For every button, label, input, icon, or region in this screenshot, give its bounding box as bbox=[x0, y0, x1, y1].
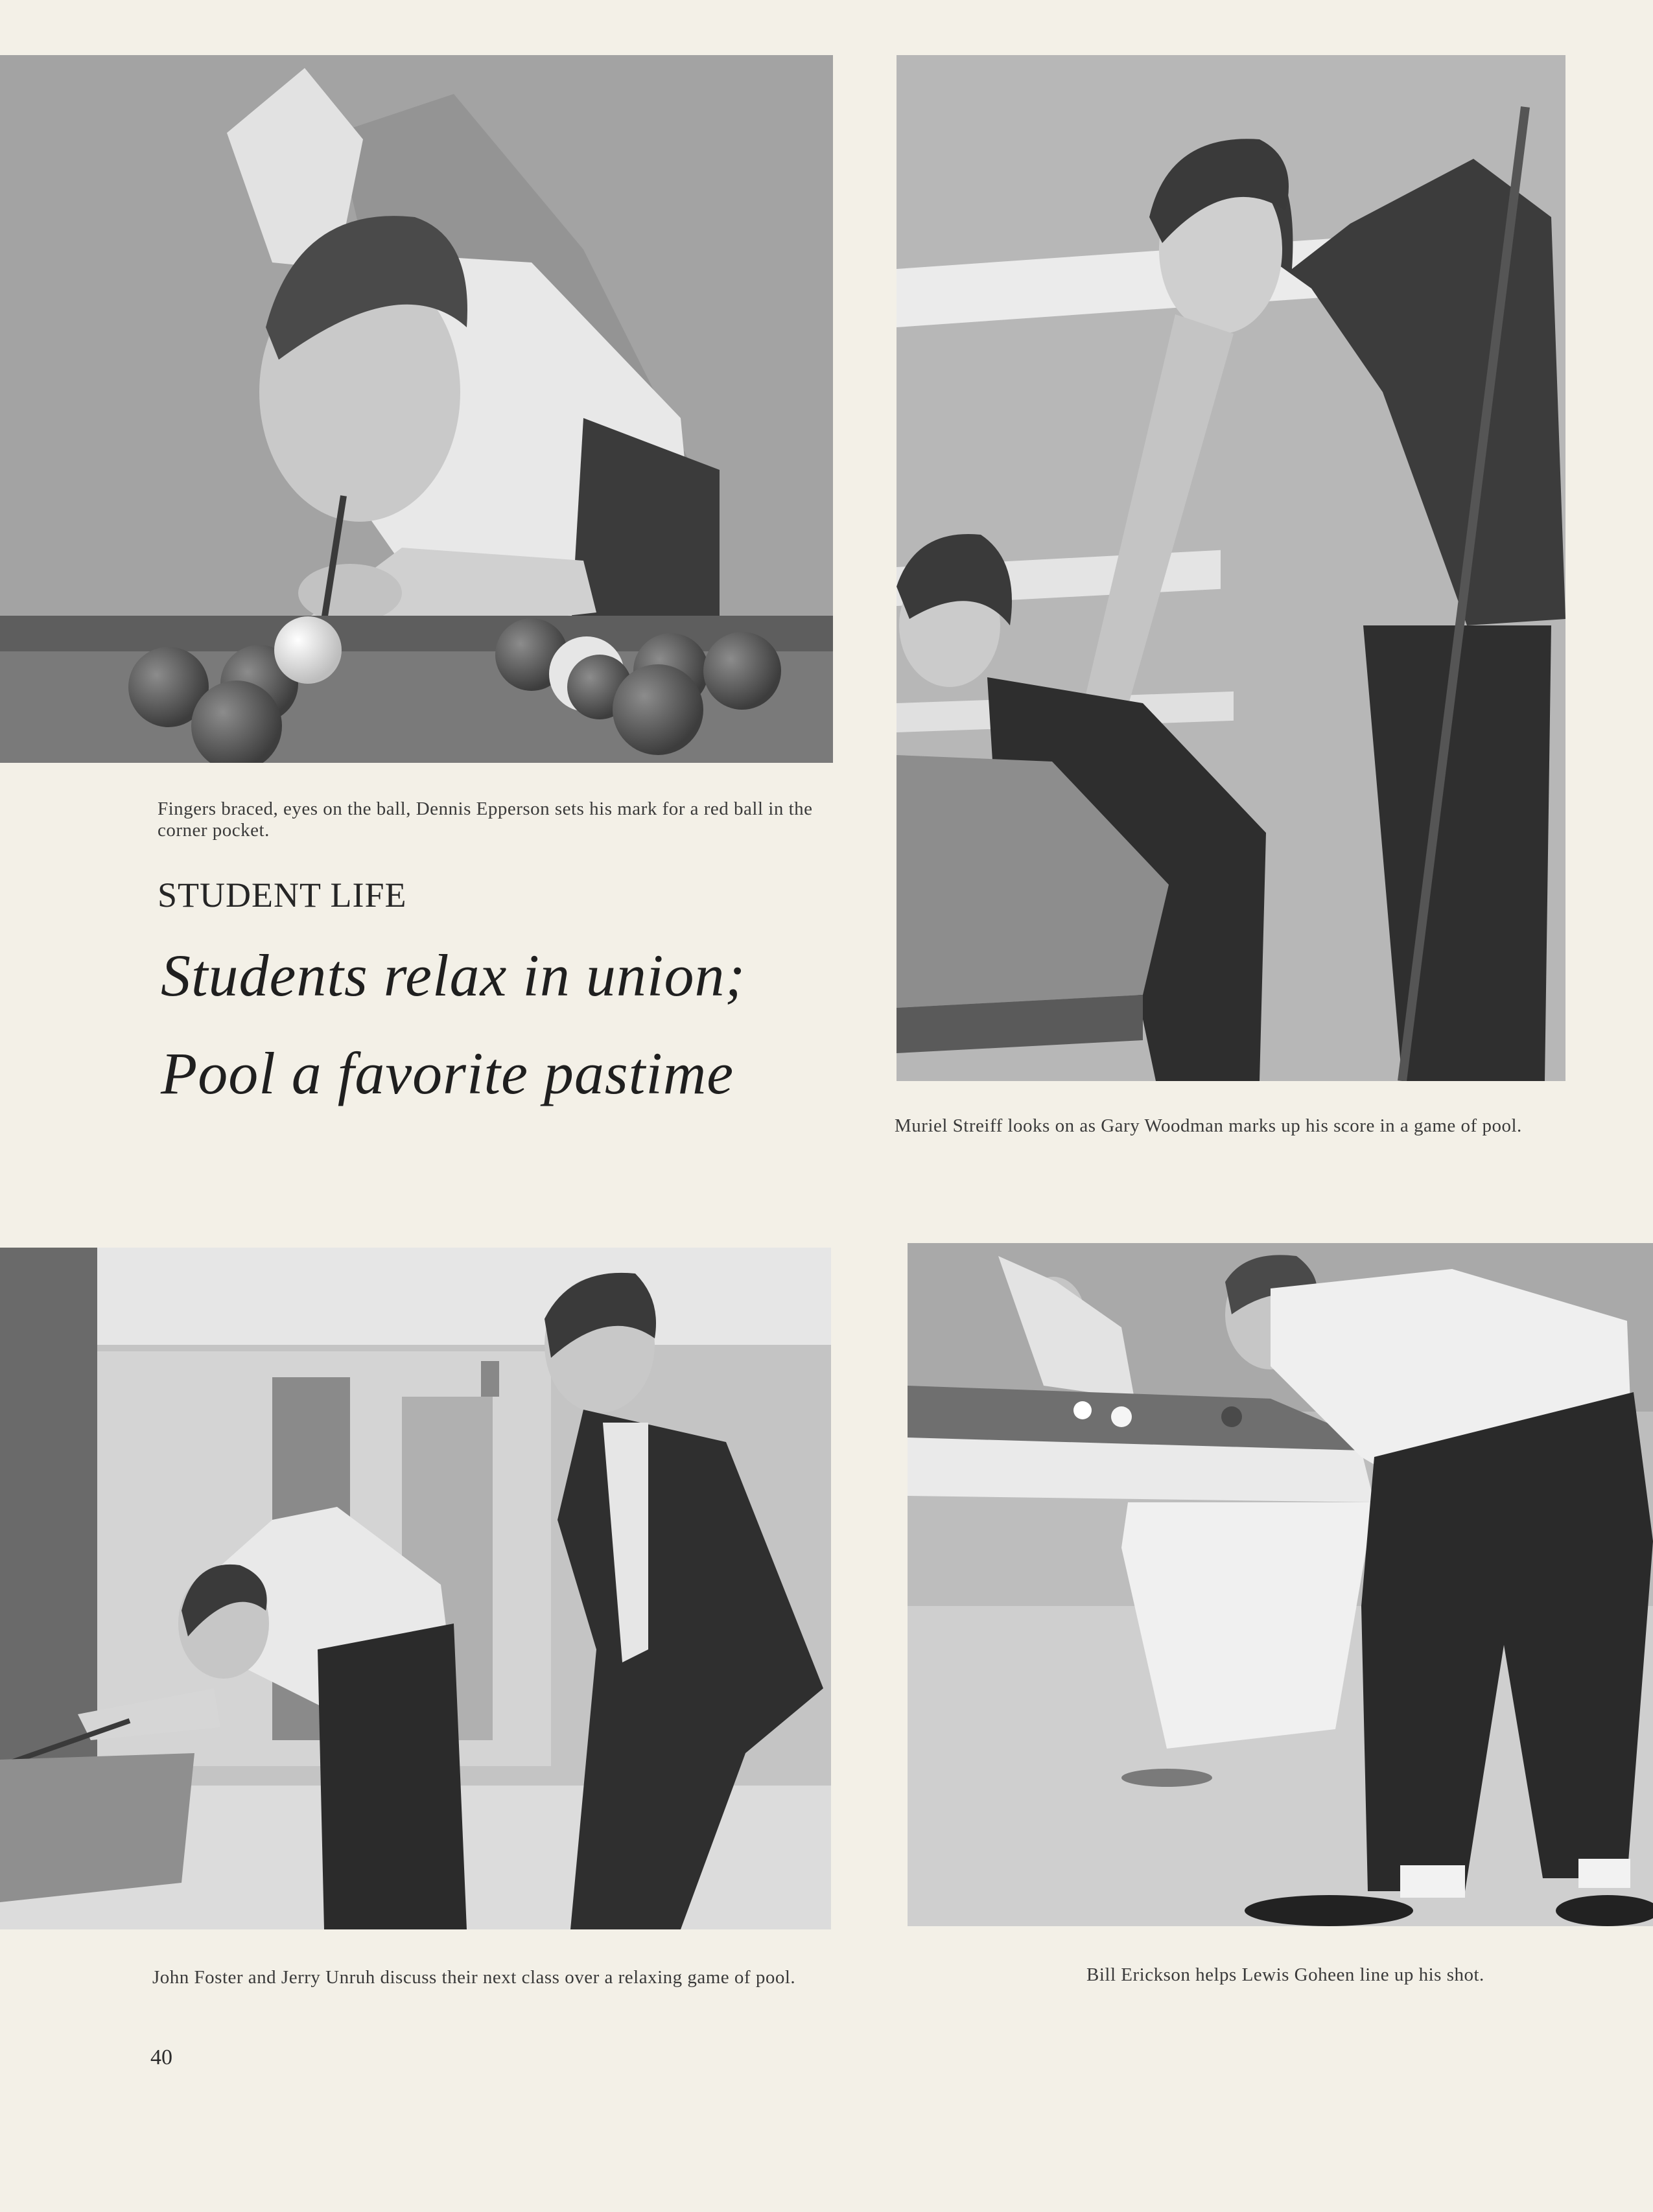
photo-john-foster-jerry-unruh bbox=[0, 1248, 831, 1929]
photo-muriel-streiff-gary-woodman bbox=[897, 55, 1565, 1081]
photo-dennis-epperson bbox=[0, 55, 833, 763]
headline-line-2: Pool a favorite pastime bbox=[161, 1040, 734, 1106]
caption-dennis-epperson: Fingers braced, eyes on the ball, Dennis Epperson sets his mark for a red ball in the corner pocket. bbox=[158, 798, 813, 841]
caption-muriel-streiff-gary-woodman: Muriel Streiff looks on as Gary Woodman marks up his score in a game of pool. bbox=[895, 1115, 1522, 1136]
headline-line-1: Students relax in union; bbox=[161, 942, 746, 1008]
caption-bill-erickson-lewis-goheen: Bill Erickson helps Lewis Goheen line up his shot. bbox=[1086, 1964, 1484, 1985]
page-number: 40 bbox=[150, 2045, 172, 2069]
photo-bill-erickson-lewis-goheen bbox=[908, 1243, 1653, 1926]
caption-john-foster-jerry-unruh: John Foster and Jerry Unruh discuss their next class over a relaxing game of pool. bbox=[152, 1967, 796, 1988]
section-label: STUDENT LIFE bbox=[158, 876, 407, 914]
